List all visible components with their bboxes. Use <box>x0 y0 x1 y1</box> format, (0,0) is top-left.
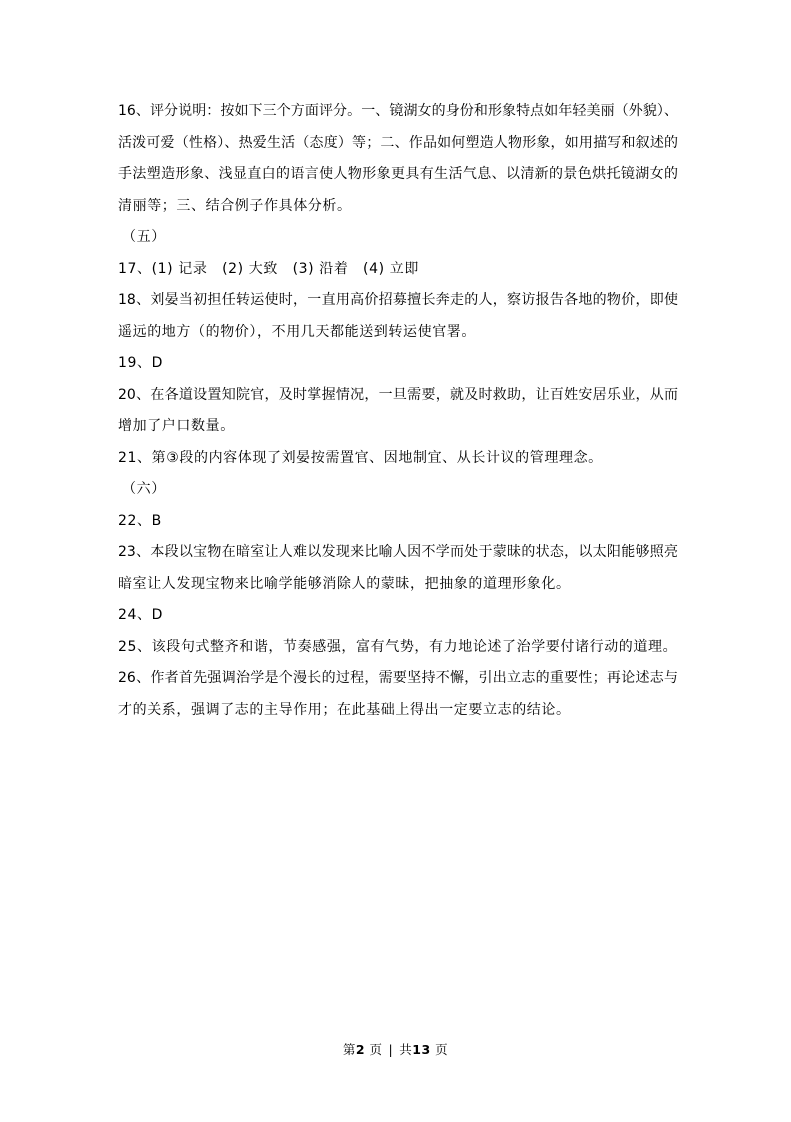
answer-16-line-3: 手法塑造形象、浅显直白的语言使人物形象更具有生活气息、以清新的景色烘托镜湖女的 <box>118 166 678 182</box>
answer-22: 22、B <box>118 512 162 529</box>
answer-19: 19、D <box>118 355 163 371</box>
footer-total-pages: 13 <box>412 1042 431 1057</box>
footer-total-prefix: 共 <box>399 1042 413 1057</box>
section-heading-6: （六） <box>122 481 166 497</box>
page-footer <box>0 1040 791 1058</box>
footer-page-unit: 页 <box>369 1042 383 1057</box>
answer-16-line-4: 清丽等；三、结合例子作具体分析。 <box>118 197 352 214</box>
answer-20-line-2: 增加了户口数量。 <box>118 418 235 434</box>
footer-page-number: 2 <box>355 1042 366 1057</box>
footer-separator: | <box>388 1042 394 1057</box>
answer-24: 24、D <box>118 607 163 623</box>
answer-23-line-2: 暗室让人发现宝物来比喻学能够消除人的蒙昧，把抽象的道理形象化。 <box>118 575 571 592</box>
answer-17: 17、(1) 记录 (2) 大致 (3) 沿着 (4) 立即 <box>118 260 419 277</box>
footer-total-unit: 页 <box>435 1042 449 1057</box>
section-heading-5: （五） <box>122 229 166 245</box>
answer-18-line-1: 18、刘晏当初担任转运使时，一直用高价招募擅长奔走的人，察访报告各地的物价，即使 <box>118 292 678 308</box>
answer-26-line-1: 26、作者首先强调治学是个漫长的过程，需要坚持不懈，引出立志的重要性；再论述志与 <box>118 670 678 686</box>
answer-20-line-1: 20、在各道设置知院官，及时掌握情况，一旦需要，就及时救助，让百姓安居乐业，从而 <box>118 386 678 403</box>
answer-23-line-1: 23、本段以宝物在暗室让人难以发现来比喻人因不学而处于蒙昧的状态，以太阳能够照亮 <box>118 544 678 560</box>
answer-25: 25、该段句式整齐和谐，节奏感强，富有气势，有力地论述了治学要付诸行动的道理。 <box>118 638 678 655</box>
answer-16-line-2: 活泼可爱（性格）、热爱生活（态度）等；二、作品如何塑造人物形象，如用描写和叙述的 <box>118 134 678 151</box>
answer-18-line-2: 遥远的地方（的物价），不用几天都能送到转运使官署。 <box>118 323 476 340</box>
answer-26-line-2: 才的关系，强调了志的主导作用；在此基础上得出一定要立志的结论。 <box>118 701 571 718</box>
footer-prefix: 第 <box>342 1042 356 1057</box>
answer-content <box>118 96 678 726</box>
answer-21: 21、第③段的内容体现了刘晏按需置官、因地制宜、从长计议的管理理念。 <box>118 449 603 466</box>
answer-16-line-1: 16、评分说明：按如下三个方面评分。一、镜湖女的身份和形象特点如年轻美丽（外貌）、 <box>118 103 678 119</box>
